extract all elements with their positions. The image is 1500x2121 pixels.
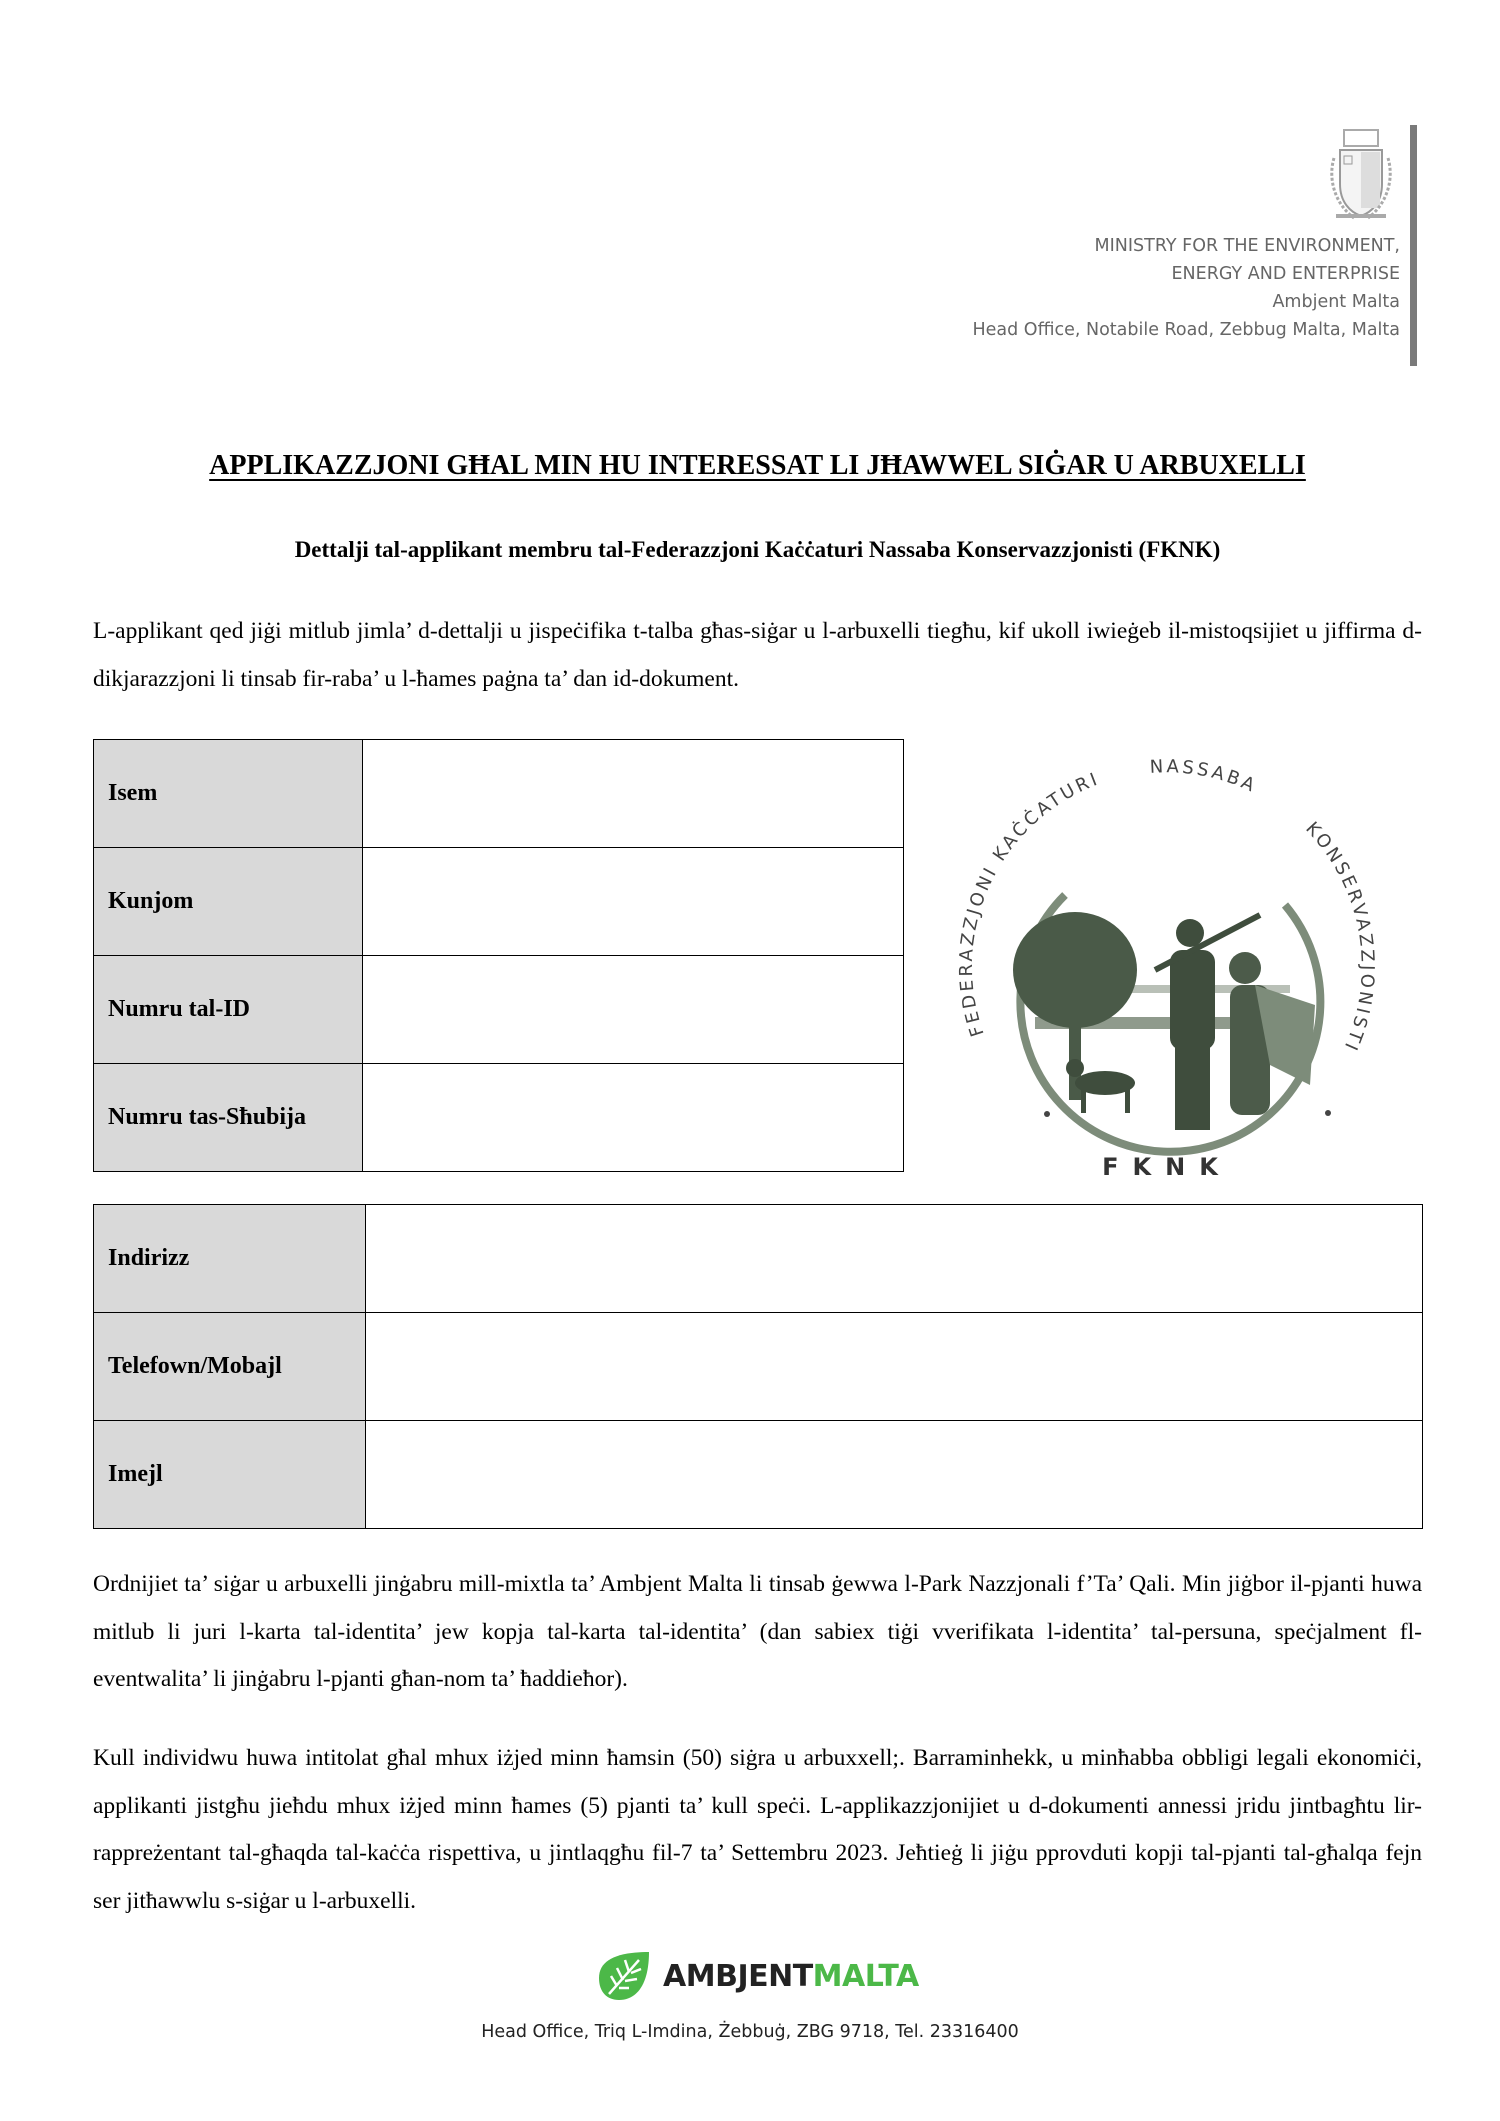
- email-field[interactable]: [366, 1421, 1423, 1529]
- field-label-name: Isem: [94, 740, 363, 848]
- ministry-name-line2: ENERGY AND ENTERPRISE: [1171, 264, 1400, 284]
- table-row: [94, 956, 904, 1064]
- section-subtitle: Dettalji tal-applikant membru tal-Federazzjoni Kaċċaturi Nassaba Konservazzjonisti (FKNK): [294, 537, 1221, 562]
- header-divider: [1410, 125, 1417, 366]
- collection-paragraph: Ordnijiet ta’ siġar u arbuxelli jinġabru mill-mixtla ta’ Ambjent Malta li tinsab ġewwa l-Park Nazzjonali f’Ta’ Qali. Min jiġbor il-pjanti huwa mitlub li juri l-karta tal-identita’ jew kopja tal-karta tal-identita’ (dan sabiex tiġi vverifikata l-identita’ tal-persuna, speċjalment fl-eventwalita’ li jinġabru l-pjanti għan-nom ta’ ħaddieħor).: [93, 1571, 1422, 1692]
- footer-address: Head Office, Triq L-Imdina, Żebbuġ, ZBG 9718, Tel. 23316400: [481, 2022, 1019, 2042]
- surname-field[interactable]: [363, 848, 904, 956]
- table-row: [94, 1205, 1423, 1313]
- table-row: [94, 1421, 1423, 1529]
- ambjent-malta-logo: [595, 1948, 919, 2004]
- entitlement-paragraph: Kull individwu huwa intitolat għal mhux iżjed minn ħamsin (50) siġra u arbuxxell;. Barraminhekk, u minħabba obbligi legali ekonomiċi, applikanti jistgħu jieħdu mhux iżjed minn ħames (5) pjanti ta’ kull speċi. L-applikazzjonijiet u d-dokumenti annessi jridu jintbagħtu lir-rappreżentant tal-għaqda tal-kaċċa rispettiva, u jintlaqgħu fil-7 ta’ Settembru 2023. Jeħtieġ li jiġu pprovduti kopji tal-pjanti tal-għalqa fejn ser jitħawwlu s-siġar u l-arbuxelli.: [93, 1745, 1422, 1914]
- page-title: APPLIKAZZJONI GĦAL MIN HU INTERESSAT LI JĦAWWEL SIĠAR U ARBUXELLI: [209, 450, 1306, 481]
- fknk-ring-text-top: NASSABA: [1149, 756, 1261, 798]
- agency-name: Ambjent Malta: [1272, 292, 1400, 312]
- fknk-ring-text-right: KONSERVAZZJONISTI: [1301, 817, 1378, 1056]
- phone-field[interactable]: [366, 1313, 1423, 1421]
- header-address: Head Office, Notabile Road, Zebbug Malta, Malta: [972, 320, 1400, 340]
- field-label-phone: Telefown/Mobajl: [94, 1313, 366, 1421]
- table-row: [94, 1064, 904, 1172]
- membership-number-field[interactable]: [363, 1064, 904, 1172]
- fknk-logo: [955, 755, 1380, 1180]
- fknk-ring-text-left: FEDERAZZJONI KAĊĊATURI: [955, 768, 1103, 1040]
- table-row: [94, 848, 904, 956]
- table-row: [94, 740, 904, 848]
- intro-paragraph: L-applikant qed jiġi mitlub jimla’ d-dettalji u jispeċifika t-talba għas-siġar u l-arbuxelli tiegħu, kif ukoll iwieġeb il-mistoqsijiet u jiffirma d-dikjarazzjoni li tinsab fir-raba’ u l-ħames paġna ta’ dan id-dokument.: [93, 618, 1422, 692]
- field-label-address: Indirizz: [94, 1205, 366, 1313]
- field-label-email: Imejl: [94, 1421, 366, 1529]
- leaf-icon: [595, 1950, 651, 2002]
- field-label-id-number: Numru tal-ID: [94, 956, 363, 1064]
- brand-name-part1: AMBJENT: [663, 1958, 813, 1994]
- address-field[interactable]: [366, 1205, 1423, 1313]
- coat-of-arms-icon: [1322, 128, 1400, 226]
- id-number-field[interactable]: [363, 956, 904, 1064]
- brand-name-part2: MALTA: [812, 1958, 919, 1994]
- ministry-name-line1: MINISTRY FOR THE ENVIRONMENT,: [1094, 236, 1400, 256]
- contact-details-table: [93, 1204, 1423, 1529]
- trapper-icon: [1229, 952, 1315, 1115]
- applicant-details-table: [93, 739, 904, 1172]
- name-field[interactable]: [363, 740, 904, 848]
- dog-icon: [1066, 1059, 1135, 1113]
- field-label-surname: Kunjom: [94, 848, 363, 956]
- svg-text:NASSABA: [1149, 756, 1260, 797]
- field-label-membership-number: Numru tas-Sħubija: [94, 1064, 363, 1172]
- table-row: [94, 1313, 1423, 1421]
- ministry-header: [972, 232, 1400, 344]
- fknk-acronym: FKNK: [1102, 1153, 1232, 1180]
